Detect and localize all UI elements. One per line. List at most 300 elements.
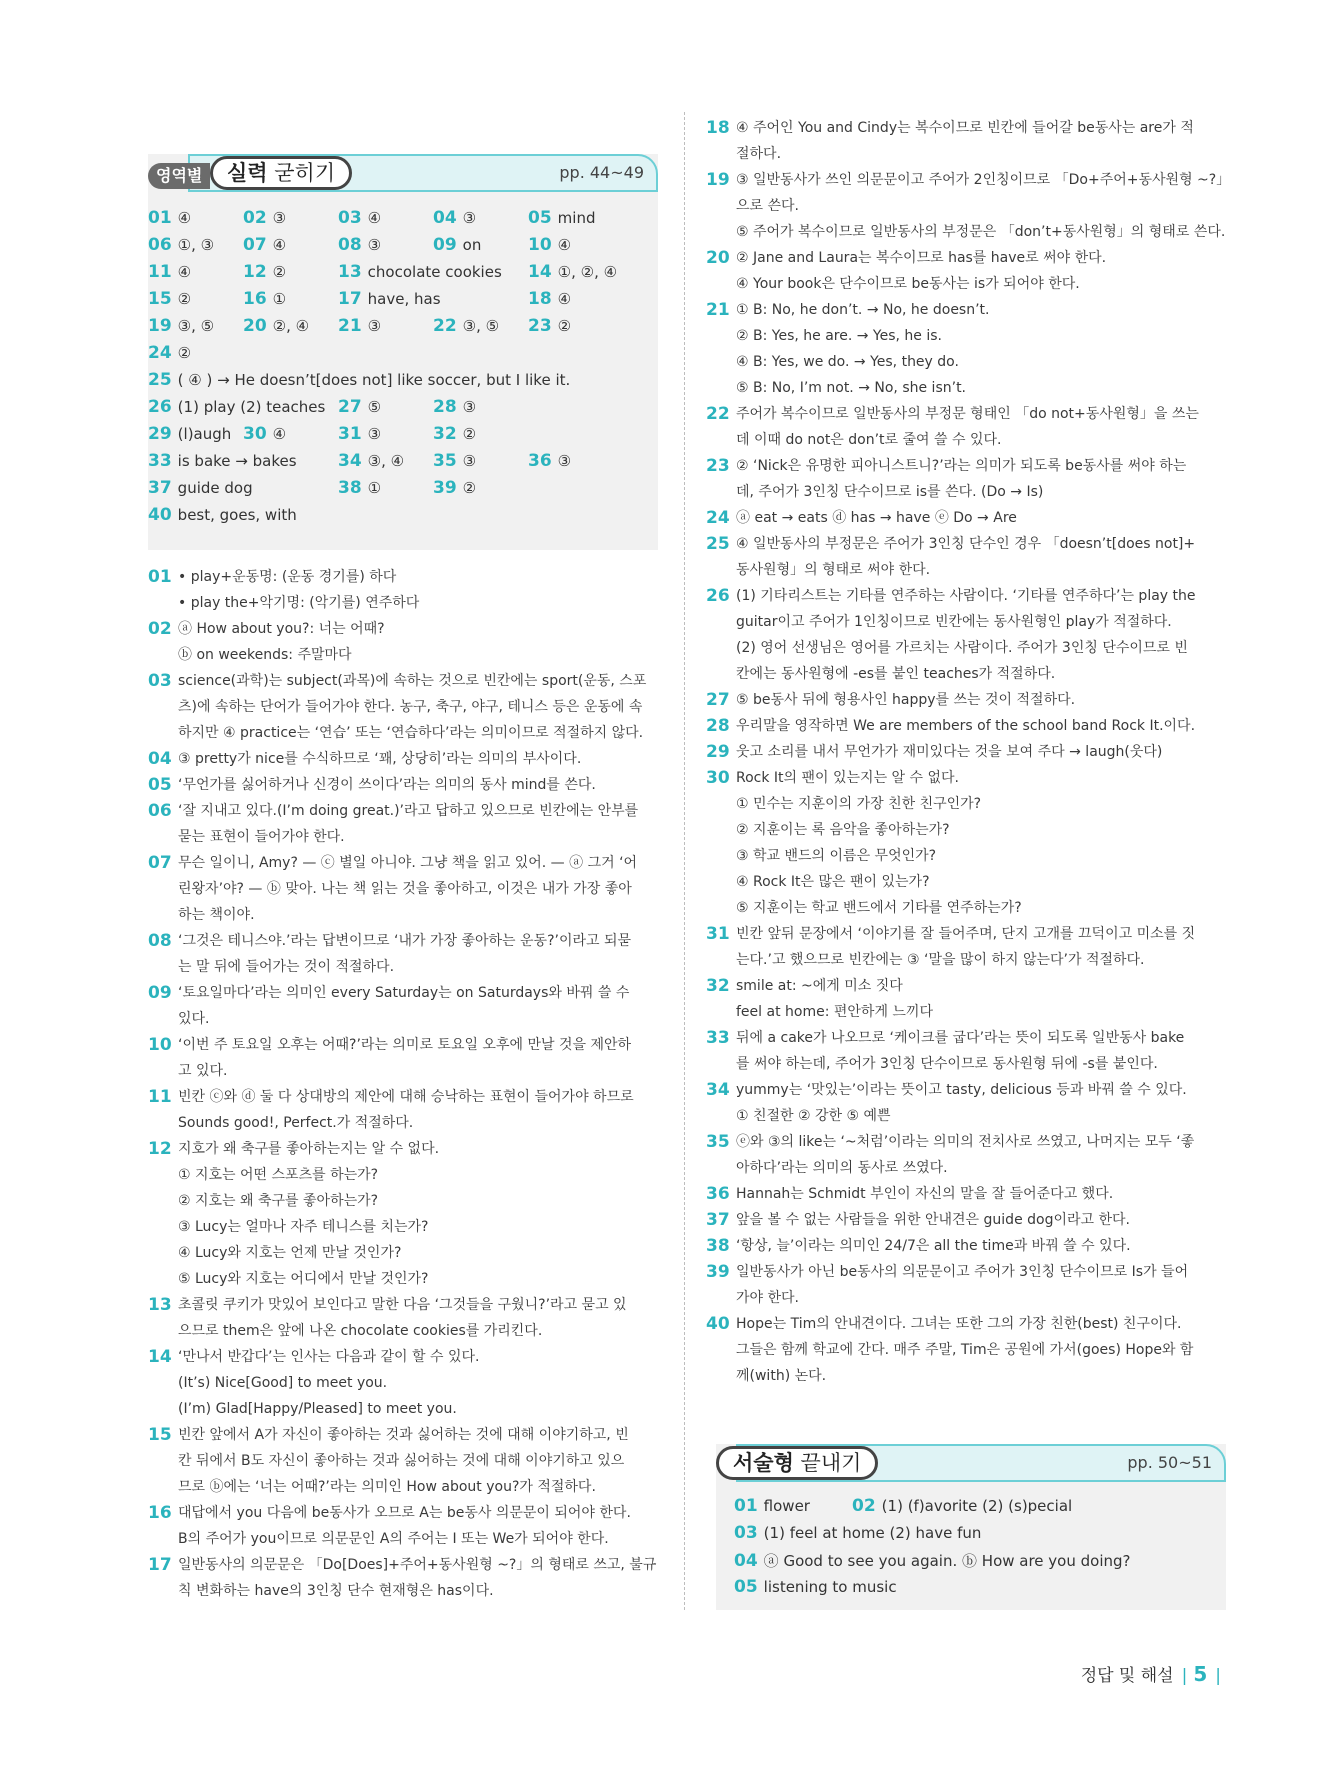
section1-area-label: 영역별 bbox=[148, 163, 210, 189]
explanation-line: 츠)에 속하는 단어가 들어가야 한다. 농구, 축구, 야구, 테니스 등은 운동에 속 bbox=[178, 699, 643, 715]
explanation-line: ② 지호는 왜 축구를 좋아하는가? bbox=[178, 1193, 379, 1209]
answer-value: ③ bbox=[462, 452, 477, 470]
answer-item bbox=[734, 1577, 897, 1597]
answer-value: ② bbox=[462, 425, 477, 443]
answer-value: flower bbox=[763, 1497, 810, 1515]
answer-value: ③ bbox=[367, 317, 382, 335]
explanation-text bbox=[178, 798, 658, 850]
explanation-number: 32 bbox=[706, 976, 730, 996]
explanation-line: ③ 학교 밴드의 이름은 무엇인가? bbox=[736, 848, 937, 864]
explanation-text bbox=[736, 1129, 1226, 1181]
answer-number: 20 bbox=[243, 316, 267, 336]
answer-number: 32 bbox=[433, 424, 457, 444]
explanation-line: 묻는 표현이 들어가야 한다. bbox=[178, 829, 345, 845]
answer-number: 23 bbox=[528, 316, 552, 336]
explanation-text bbox=[736, 167, 1231, 245]
answer-item bbox=[433, 424, 476, 444]
explanation-line: 는 말 뒤에 들어가는 것이 적절하다. bbox=[178, 959, 395, 975]
answer-value: ② bbox=[462, 479, 477, 497]
answer-item bbox=[433, 235, 481, 255]
answer-number: 06 bbox=[148, 235, 172, 255]
page-number: 5 bbox=[1193, 1662, 1208, 1686]
explanation-line: 빈칸 ⓒ와 ⓓ 둘 다 상대방의 제안에 대해 승낙하는 표현이 들어가야 하므로 bbox=[178, 1089, 634, 1105]
explanation-text bbox=[736, 921, 1226, 973]
answer-value: guide dog bbox=[177, 479, 253, 497]
answer-value: ③ bbox=[272, 209, 287, 227]
explanation-number: 02 bbox=[148, 619, 172, 639]
answer-number: 09 bbox=[433, 235, 457, 255]
explanation-text bbox=[178, 1032, 658, 1084]
explanation-text bbox=[178, 668, 658, 746]
explanation-line: ③ Lucy는 얼마나 자주 테니스를 치는가? bbox=[178, 1219, 429, 1235]
answer-value: ①, ②, ④ bbox=[557, 263, 618, 281]
answer-number: 05 bbox=[734, 1577, 758, 1597]
explanation-text bbox=[736, 505, 1226, 531]
explanation-line: B의 주어가 you이므로 의문문인 A의 주어는 I 또는 We가 되어야 한다. bbox=[178, 1531, 609, 1547]
explanation-number: 25 bbox=[706, 534, 730, 554]
answer-value: ① bbox=[272, 290, 287, 308]
answer-item bbox=[243, 289, 286, 309]
explanation-line: ④ 주어인 You and Cindy는 복수이므로 빈칸에 들어갈 be동사는 are가 적 bbox=[736, 120, 1194, 136]
explanation-number: 34 bbox=[706, 1080, 730, 1100]
explanation-number: 08 bbox=[148, 931, 172, 951]
explanation-number: 24 bbox=[706, 508, 730, 528]
section1-pages: pp. 44~49 bbox=[559, 163, 644, 182]
answer-item bbox=[734, 1550, 1131, 1571]
answer-value: (l)augh bbox=[177, 425, 232, 443]
explanation-line: 므로 ⓑ에는 ‘너는 어때?’라는 의미인 How about you?가 적절하다. bbox=[178, 1479, 596, 1495]
answer-item bbox=[433, 397, 476, 417]
answer-value: ④ bbox=[177, 209, 192, 227]
explanation-number: 38 bbox=[706, 1236, 730, 1256]
page-footer bbox=[1081, 1661, 1221, 1686]
answer-value: ③, ⑤ bbox=[462, 317, 500, 335]
explanation-number: 36 bbox=[706, 1184, 730, 1204]
explanation-line: 칸 뒤에서 B도 자신이 좋아하는 것과 싫어하는 것에 대해 이야기하고 있으 bbox=[178, 1453, 625, 1469]
explanation-number: 18 bbox=[706, 118, 730, 138]
explanation-text bbox=[736, 453, 1226, 505]
explanation-number: 37 bbox=[706, 1210, 730, 1230]
explanation-number: 04 bbox=[148, 749, 172, 769]
answer-item bbox=[148, 262, 191, 282]
answer-value: ⑤ bbox=[367, 398, 382, 416]
explanation-number: 20 bbox=[706, 248, 730, 268]
explanation-line: 뒤에 a cake가 나오므로 ‘케이크를 굽다’라는 뜻이 되도록 일반동사 bake bbox=[736, 1030, 1185, 1046]
explanation-text bbox=[736, 1025, 1226, 1077]
answer-value: ④ bbox=[367, 209, 382, 227]
answer-value: (1) play (2) teaches bbox=[177, 398, 326, 416]
explanation-line: ⑤ B: No, I’m not. → No, she isn’t. bbox=[736, 380, 967, 396]
answer-value: on bbox=[462, 236, 482, 254]
explanation-line: ⑤ Lucy와 지호는 어디에서 만날 것인가? bbox=[178, 1271, 429, 1287]
explanation-text bbox=[736, 1259, 1226, 1311]
explanation-number: 35 bbox=[706, 1132, 730, 1152]
explanation-number: 22 bbox=[706, 404, 730, 424]
answer-number: 27 bbox=[338, 397, 362, 417]
answer-value: (1) (f)avorite (2) (s)pecial bbox=[881, 1497, 1073, 1515]
answer-number: 05 bbox=[528, 208, 552, 228]
explanation-line: ① 민수는 지훈이의 가장 친한 친구인가? bbox=[736, 796, 982, 812]
explanation-text bbox=[178, 850, 658, 928]
section1-title-rest: 굳히기 bbox=[267, 161, 336, 185]
explanation-number: 06 bbox=[148, 801, 172, 821]
explanation-line: ⓔ와 ③의 like는 ‘~처럼’이라는 의미의 전치사로 쓰였고, 나머지는 모두 ‘좋 bbox=[736, 1134, 1195, 1150]
answer-value: ① bbox=[367, 479, 382, 497]
answer-number: 04 bbox=[433, 208, 457, 228]
answer-value: ④ bbox=[177, 263, 192, 281]
explanation-line: 주어가 복수이므로 일반동사의 부정문 형태인 「do not+동사원형」을 쓰는 bbox=[736, 406, 1199, 422]
answer-item bbox=[243, 316, 309, 336]
explanation-line: smile at: ~에게 미소 짓다 bbox=[736, 978, 903, 994]
answer-number: 01 bbox=[148, 208, 172, 228]
explanation-line: ‘무언가를 싫어하거나 신경이 쓰이다’라는 의미의 동사 mind를 쓴다. bbox=[178, 777, 596, 793]
explanation-line: Rock It의 팬이 있는지는 알 수 없다. bbox=[736, 770, 960, 786]
answer-number: 37 bbox=[148, 478, 172, 498]
answer-value: ⓐ Good to see you again. ⓑ How are you doing? bbox=[763, 1552, 1131, 1570]
explanation-line: 하지만 ④ practice는 ‘연습’ 또는 ‘연습하다’라는 의미이므로 적절하지 않다. bbox=[178, 725, 644, 741]
explanation-line: guitar이고 주어가 1인칭이므로 빈칸에는 동사원형인 play가 적절하다. bbox=[736, 614, 1172, 630]
answer-item bbox=[433, 478, 476, 498]
answer-value: ③ bbox=[557, 452, 572, 470]
answer-number: 07 bbox=[243, 235, 267, 255]
answer-number: 25 bbox=[148, 370, 172, 390]
explanation-line: ① B: No, he don’t. → No, he doesn’t. bbox=[736, 302, 990, 318]
explanation-line: 빈칸 앞에서 A가 자신이 좋아하는 것과 싫어하는 것에 대해 이야기하고, 빈 bbox=[178, 1427, 629, 1443]
section2-pages: pp. 50~51 bbox=[1127, 1453, 1212, 1472]
explanation-line: ③ pretty가 nice를 수식하므로 ‘꽤, 상당히’라는 의미의 부사이다. bbox=[178, 751, 582, 767]
explanation-line: 린왕자’야? — ⓑ 맞아. 나는 책 읽는 것을 좋아하고, 이것은 내가 가장 좋아 bbox=[178, 881, 632, 897]
answer-item bbox=[148, 478, 253, 498]
answer-number: 22 bbox=[433, 316, 457, 336]
explanation-number: 01 bbox=[148, 567, 172, 587]
explanation-text bbox=[178, 1552, 658, 1604]
answer-value: listening to music bbox=[763, 1578, 897, 1596]
answer-item bbox=[148, 397, 325, 417]
explanation-text bbox=[178, 616, 658, 668]
explanation-text bbox=[178, 1292, 658, 1344]
explanation-line: • play the+악기명: (악기를) 연주하다 bbox=[178, 595, 420, 611]
explanation-line: 일반동사의 의문문은 「Do[Does]+주어+동사원형 ~?」의 형태로 쓰고, 불규 bbox=[178, 1557, 657, 1573]
explanation-number: 11 bbox=[148, 1087, 172, 1107]
section2-header bbox=[716, 1444, 1226, 1484]
explanation-line: 께(with) 논다. bbox=[736, 1368, 827, 1384]
answer-number: 02 bbox=[852, 1496, 876, 1516]
explanation-number: 10 bbox=[148, 1035, 172, 1055]
explanation-line: feel at home: 편안하게 느끼다 bbox=[736, 1004, 933, 1020]
answer-number: 38 bbox=[338, 478, 362, 498]
answer-number: 12 bbox=[243, 262, 267, 282]
explanation-line: 절하다. bbox=[736, 146, 782, 162]
answer-number: 19 bbox=[148, 316, 172, 336]
answer-item bbox=[148, 451, 297, 471]
explanation-line: 를 써야 하는데, 주어가 3인칭 단수이므로 동사원형 뒤에 -s를 붙인다. bbox=[736, 1056, 1158, 1072]
explanation-line: ⑤ 지훈이는 학교 밴드에서 기타를 연주하는가? bbox=[736, 900, 1022, 916]
explanation-text bbox=[736, 687, 1226, 713]
answer-number: 10 bbox=[528, 235, 552, 255]
explanation-text bbox=[736, 713, 1226, 739]
explanation-line: 데, 주어가 3인칭 단수이므로 is를 쓴다. (Do → Is) bbox=[736, 484, 1044, 500]
explanation-line: ⑤ be동사 뒤에 형용사인 happy를 쓰는 것이 적절하다. bbox=[736, 692, 1076, 708]
explanation-line: 대답에서 you 다음에 be동사가 오므로 A는 be동사 의문문이 되어야 한다. bbox=[178, 1505, 631, 1521]
explanation-line: ‘그것은 테니스야.’라는 답변이므로 ‘내가 가장 좋아하는 운동?’이라고 되묻 bbox=[178, 933, 632, 949]
explanation-number: 30 bbox=[706, 768, 730, 788]
explanation-line: Hope는 Tim의 안내견이다. 그녀는 또한 그의 가장 친한(best) 친구이다. bbox=[736, 1316, 1182, 1332]
answer-number: 28 bbox=[433, 397, 457, 417]
explanation-line: ② ‘Nick은 유명한 피아니스트니?’라는 의미가 되도록 be동사를 써야 하는 bbox=[736, 458, 1187, 474]
explanation-text bbox=[736, 1181, 1226, 1207]
explanation-line: Hannah는 Schmidt 부인이 자신의 말을 잘 들어준다고 했다. bbox=[736, 1186, 1114, 1202]
explanation-line: 하는 책이야. bbox=[178, 907, 255, 923]
answer-item bbox=[148, 343, 191, 363]
answer-item bbox=[243, 208, 286, 228]
explanation-number: 14 bbox=[148, 1347, 172, 1367]
explanation-line: Sounds good!, Perfect.가 적절하다. bbox=[178, 1115, 414, 1131]
answer-item bbox=[528, 316, 571, 336]
explanation-line: 가야 한다. bbox=[736, 1290, 799, 1306]
answer-value: ③, ⑤ bbox=[177, 317, 215, 335]
explanation-line: ④ B: Yes, we do. → Yes, they do. bbox=[736, 354, 959, 370]
answer-value: ③, ④ bbox=[367, 452, 405, 470]
explanation-line: 일반동사가 아닌 be동사의 의문문이고 주어가 3인칭 단수이므로 Is가 들어 bbox=[736, 1264, 1189, 1280]
explanation-text bbox=[178, 772, 658, 798]
explanation-text bbox=[736, 401, 1226, 453]
explanation-number: 23 bbox=[706, 456, 730, 476]
explanation-number: 39 bbox=[706, 1262, 730, 1282]
explanation-number: 13 bbox=[148, 1295, 172, 1315]
explanation-number: 40 bbox=[706, 1314, 730, 1334]
answer-number: 35 bbox=[433, 451, 457, 471]
explanation-line: ⓐ eat → eats ⓓ has → have ⓔ Do → Are bbox=[736, 510, 1017, 526]
explanation-line: (1) 기타리스트는 기타를 연주하는 사람이다. ‘기타를 연주하다’는 play the bbox=[736, 588, 1196, 604]
answer-value: ②, ④ bbox=[272, 317, 310, 335]
explanation-line: 앞을 볼 수 없는 사람들을 위한 안내견은 guide dog이라고 한다. bbox=[736, 1212, 1130, 1228]
explanation-line: 으므로 them은 앞에 나온 chocolate cookies를 가리킨다. bbox=[178, 1323, 543, 1339]
explanation-line: ⓑ on weekends: 주말마다 bbox=[178, 647, 352, 663]
explanation-line: ‘만나서 반갑다’는 인사는 다음과 같이 할 수 있다. bbox=[178, 1349, 480, 1365]
answer-value: ③ bbox=[462, 209, 477, 227]
answer-box-section2 bbox=[716, 1444, 1226, 1610]
explanation-line: 칸에는 동사원형에 -es를 붙인 teaches가 적절하다. bbox=[736, 666, 1056, 682]
section2-title-rest: 끝내기 bbox=[793, 1451, 862, 1475]
explanation-line: ⑤ 주어가 복수이므로 일반동사의 부정문은 「don’t+동사원형」의 형태로 쓴다. bbox=[736, 224, 1226, 240]
explanation-line: ② 지훈이는 록 음악을 좋아하는가? bbox=[736, 822, 950, 838]
explanation-number: 21 bbox=[706, 300, 730, 320]
explanation-line: ⓐ How about you?: 너는 어때? bbox=[178, 621, 385, 637]
section1-header bbox=[148, 154, 658, 194]
explanation-number: 19 bbox=[706, 170, 730, 190]
answer-number: 03 bbox=[734, 1523, 758, 1543]
answer-item bbox=[148, 316, 214, 336]
answer-item bbox=[243, 424, 286, 444]
explanation-text bbox=[178, 1136, 658, 1292]
answer-item bbox=[528, 262, 617, 282]
explanation-line: 무슨 일이니, Amy? — ⓒ 별일 아니야. 그냥 책을 읽고 있어. — ⓐ 그거 ‘어 bbox=[178, 855, 638, 871]
explanation-text bbox=[736, 531, 1226, 583]
answer-value: have, has bbox=[367, 290, 441, 308]
answer-value: ② bbox=[177, 290, 192, 308]
explanation-text bbox=[736, 973, 1226, 1025]
explanation-text bbox=[736, 1233, 1226, 1259]
explanation-text bbox=[178, 1084, 658, 1136]
explanation-line: 지호가 왜 축구를 좋아하는지는 알 수 없다. bbox=[178, 1141, 440, 1157]
answer-number: 33 bbox=[148, 451, 172, 471]
answer-item bbox=[338, 208, 381, 228]
explanation-line: ‘이번 주 토요일 오후는 어때?’라는 의미로 토요일 오후에 만날 것을 제안하 bbox=[178, 1037, 632, 1053]
explanation-line: ③ 일반동사가 쓰인 의문문이고 주어가 2인칭이므로 「Do+주어+동사원형 ~?」 bbox=[736, 172, 1231, 188]
answer-item bbox=[243, 235, 286, 255]
answer-item bbox=[148, 505, 297, 525]
answer-item bbox=[338, 424, 381, 444]
answer-item bbox=[338, 478, 381, 498]
answer-item bbox=[528, 208, 595, 228]
explanation-text bbox=[178, 928, 658, 980]
answer-value: ④ bbox=[272, 425, 287, 443]
answer-item bbox=[148, 208, 191, 228]
explanation-line: (I’m) Glad[Happy/Pleased] to meet you. bbox=[178, 1401, 457, 1417]
explanation-line: 웃고 소리를 내서 무언가가 재미있다는 것을 보여 주다 → laugh(웃다) bbox=[736, 744, 1163, 760]
explanation-number: 15 bbox=[148, 1425, 172, 1445]
answer-item bbox=[338, 397, 381, 417]
section2-title-bold: 서술형 bbox=[733, 1451, 794, 1475]
explanation-line: 으로 쓴다. bbox=[736, 198, 799, 214]
explanation-number: 28 bbox=[706, 716, 730, 736]
explanation-number: 05 bbox=[148, 775, 172, 795]
explanation-text bbox=[736, 297, 1226, 401]
answer-number: 15 bbox=[148, 289, 172, 309]
explanation-line: 칙 변화하는 have의 3인칭 단수 현재형은 has이다. bbox=[178, 1583, 494, 1599]
answer-item bbox=[734, 1523, 981, 1543]
answer-number: 39 bbox=[433, 478, 457, 498]
explanation-text bbox=[736, 245, 1226, 297]
column-divider bbox=[684, 112, 685, 1610]
explanation-number: 07 bbox=[148, 853, 172, 873]
explanation-text bbox=[178, 980, 658, 1032]
explanation-text bbox=[178, 746, 658, 772]
answer-number: 11 bbox=[148, 262, 172, 282]
explanation-line: ② B: Yes, he are. → Yes, he is. bbox=[736, 328, 943, 344]
answer-item bbox=[148, 424, 231, 444]
answer-value: (1) feel at home (2) have fun bbox=[763, 1524, 982, 1542]
explanation-line: 그들은 함께 학교에 간다. 매주 주말, Tim은 공원에 가서(goes) Hope와 함 bbox=[736, 1342, 1194, 1358]
explanation-line: (It’s) Nice[Good] to meet you. bbox=[178, 1375, 388, 1391]
explanation-number: 26 bbox=[706, 586, 730, 606]
answer-item bbox=[338, 316, 381, 336]
answer-value: ③ bbox=[367, 425, 382, 443]
explanation-number: 12 bbox=[148, 1139, 172, 1159]
explanation-line: 우리말을 영작하면 We are members of the school band Rock It.이다. bbox=[736, 718, 1196, 734]
answer-item bbox=[528, 235, 571, 255]
answer-box-section1 bbox=[148, 154, 658, 550]
answer-item bbox=[148, 235, 214, 255]
answer-number: 30 bbox=[243, 424, 267, 444]
answer-value: ④ bbox=[557, 236, 572, 254]
answer-number: 13 bbox=[338, 262, 362, 282]
answer-value: ④ bbox=[557, 290, 572, 308]
answer-item bbox=[433, 208, 476, 228]
explanation-line: ② Jane and Laura는 복수이므로 has를 have로 써야 한다. bbox=[736, 250, 1107, 266]
explanation-text bbox=[736, 1311, 1226, 1389]
answer-number: 16 bbox=[243, 289, 267, 309]
answer-value: ④ bbox=[272, 236, 287, 254]
explanation-number: 29 bbox=[706, 742, 730, 762]
answer-item bbox=[148, 370, 570, 390]
answer-value: ② bbox=[557, 317, 572, 335]
answer-item bbox=[338, 262, 502, 282]
answer-number: 36 bbox=[528, 451, 552, 471]
section1-title-bold: 실력 bbox=[227, 161, 268, 185]
answer-value: ( ④ ) → He doesn’t[does not] like soccer, but I like it. bbox=[177, 371, 571, 389]
answer-value: ③ bbox=[367, 236, 382, 254]
explanation-number: 16 bbox=[148, 1503, 172, 1523]
answer-number: 03 bbox=[338, 208, 362, 228]
explanation-line: 고 있다. bbox=[178, 1063, 228, 1079]
answer-item bbox=[243, 262, 286, 282]
explanation-number: 17 bbox=[148, 1555, 172, 1575]
answer-item bbox=[433, 316, 499, 336]
explanation-line: 데 이때 do not은 don’t로 줄여 쓸 수 있다. bbox=[736, 432, 1002, 448]
explanation-text bbox=[178, 1344, 658, 1422]
answer-value: ①, ③ bbox=[177, 236, 215, 254]
explanation-text bbox=[736, 1077, 1226, 1129]
explanation-number: 33 bbox=[706, 1028, 730, 1048]
explanation-number: 03 bbox=[148, 671, 172, 691]
answer-number: 04 bbox=[734, 1551, 758, 1571]
explanation-line: ① 친절한 ② 강한 ⑤ 예쁜 bbox=[736, 1108, 891, 1124]
answer-number: 34 bbox=[338, 451, 362, 471]
answer-value: chocolate cookies bbox=[367, 263, 502, 281]
section2-title bbox=[716, 1446, 878, 1480]
explanation-line: 는다.’고 했으므로 빈칸에는 ③ ‘말을 많이 하지 않는다’가 적절하다. bbox=[736, 952, 1145, 968]
answer-item bbox=[852, 1496, 1072, 1516]
answer-value: ② bbox=[177, 344, 192, 362]
explanation-line: ‘잘 지내고 있다.(I’m doing great.)’라고 답하고 있으므로 빈칸에는 안부를 bbox=[178, 803, 639, 819]
explanation-text bbox=[178, 564, 658, 616]
explanation-text bbox=[178, 1500, 658, 1552]
footer-separator: | bbox=[1181, 1666, 1188, 1686]
explanation-line: (2) 영어 선생님은 영어를 가르치는 사람이다. 주어가 3인칭 단수이므로 빈 bbox=[736, 640, 1188, 656]
answer-number: 24 bbox=[148, 343, 172, 363]
answer-item bbox=[338, 289, 441, 309]
explanation-line: ‘항상, 늘’이라는 의미인 24/7은 all the time과 바꿔 쓸 수 있다. bbox=[736, 1238, 1131, 1254]
explanation-line: • play+운동명: (운동 경기를) 하다 bbox=[178, 569, 397, 585]
answer-number: 26 bbox=[148, 397, 172, 417]
answer-number: 01 bbox=[734, 1496, 758, 1516]
answer-item bbox=[148, 289, 191, 309]
explanation-line: ‘토요일마다’라는 의미인 every Saturday는 on Saturdays와 바꿔 쓸 수 bbox=[178, 985, 630, 1001]
answer-number: 21 bbox=[338, 316, 362, 336]
answer-item bbox=[528, 289, 571, 309]
explanation-line: 아하다’라는 의미의 동사로 쓰였다. bbox=[736, 1160, 948, 1176]
explanation-number: 31 bbox=[706, 924, 730, 944]
explanation-number: 27 bbox=[706, 690, 730, 710]
explanation-text bbox=[736, 115, 1226, 167]
explanation-text bbox=[736, 739, 1226, 765]
footer-separator-right: | bbox=[1215, 1666, 1221, 1686]
explanation-line: 동사원형」의 형태로 써야 한다. bbox=[736, 562, 931, 578]
explanation-line: science(과학)는 subject(과목)에 속하는 것으로 빈칸에는 sport(운동, 스포 bbox=[178, 673, 647, 689]
answer-number: 17 bbox=[338, 289, 362, 309]
explanation-line: ④ 일반동사의 부정문은 주어가 3인칭 단수인 경우 「doesn’t[does not]+ bbox=[736, 536, 1196, 552]
answer-number: 29 bbox=[148, 424, 172, 444]
explanation-line: ④ Rock It은 많은 팬이 있는가? bbox=[736, 874, 930, 890]
explanation-text bbox=[736, 1207, 1226, 1233]
answer-value: mind bbox=[557, 209, 596, 227]
explanation-line: ④ Your book은 단수이므로 be동사는 is가 되어야 한다. bbox=[736, 276, 1080, 292]
answer-value: best, goes, with bbox=[177, 506, 297, 524]
explanation-line: 빈칸 앞뒤 문장에서 ‘이야기를 잘 들어주며, 단지 고개를 끄덕이고 미소를 짓 bbox=[736, 926, 1196, 942]
section1-title bbox=[210, 156, 352, 190]
explanation-text bbox=[736, 583, 1226, 687]
